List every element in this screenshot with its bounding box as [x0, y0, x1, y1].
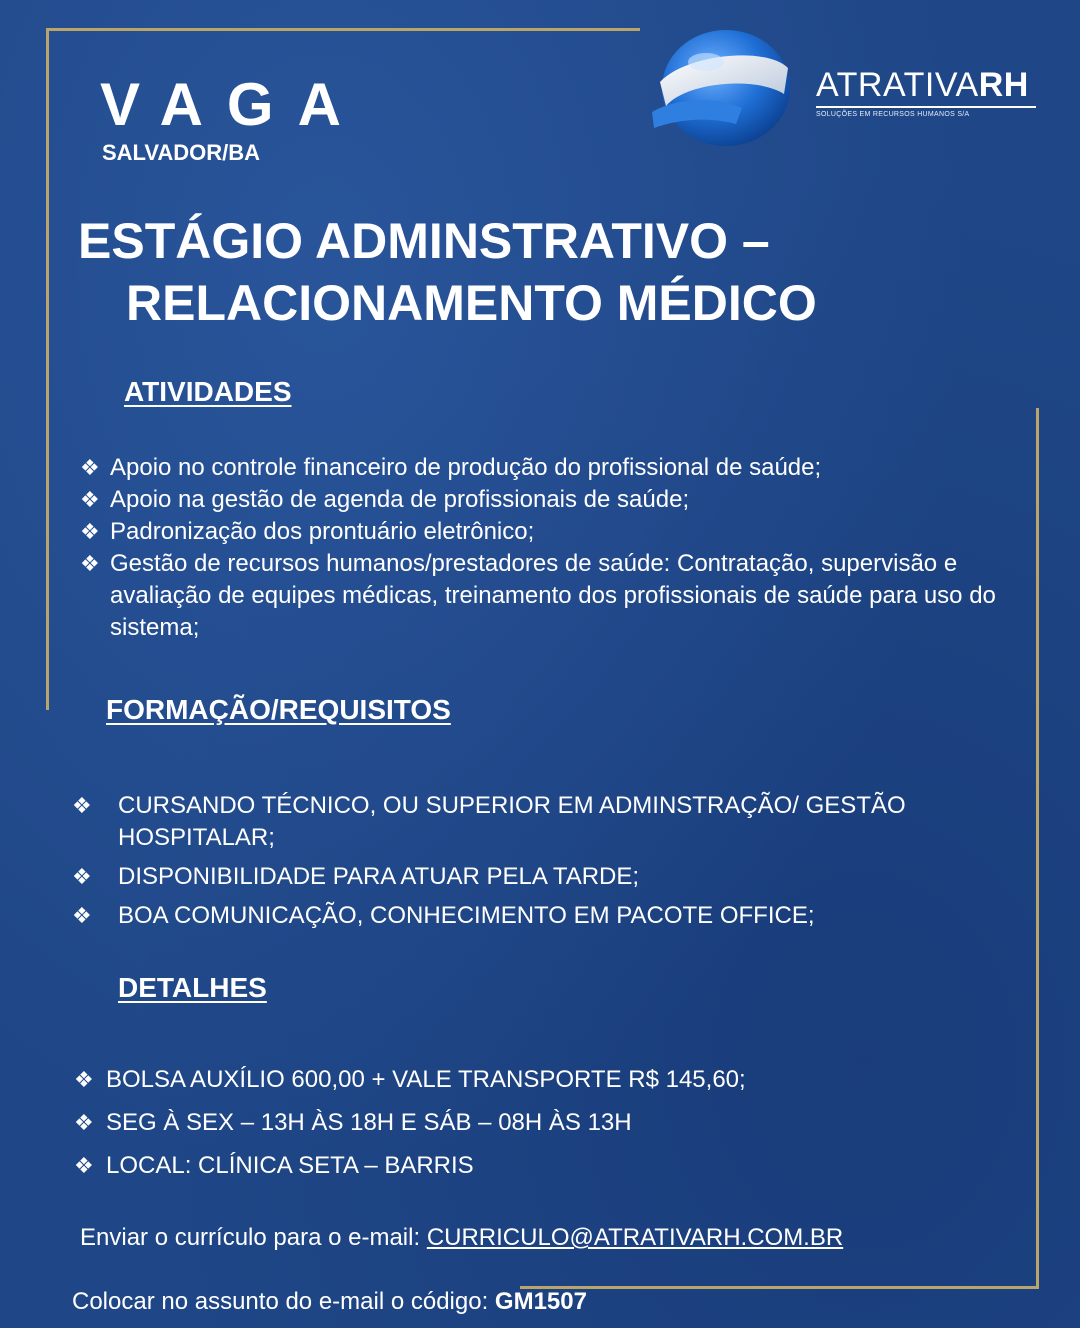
bullet-icon: ❖: [74, 1110, 94, 1135]
atividades-list: [80, 452, 1025, 644]
list-item: [80, 548, 1025, 644]
subject-instruction: [72, 1288, 587, 1316]
bullet-icon: ❖: [80, 519, 100, 544]
list-item-text: BOA COMUNICAÇÃO, CONHECIMENTO EM PACOTE OFFICE;: [118, 902, 815, 929]
brand-name: [816, 66, 1029, 105]
list-item-text: CURSANDO TÉCNICO, OU SUPERIOR EM ADMINSTRAÇÃO/ GESTÃO HOSPITALAR;: [118, 792, 906, 851]
list-item: [74, 1064, 974, 1096]
bullet-icon: ❖: [80, 455, 100, 480]
list-item-text: Apoio na gestão de agenda de profissionais de saúde;: [110, 486, 690, 513]
frame-right-line: [1036, 408, 1039, 1288]
brand-divider: [816, 106, 1036, 108]
list-item-text: BOLSA AUXÍLIO 600,00 + VALE TRANSPORTE R$ 145,60;: [106, 1066, 746, 1093]
bullet-icon: ❖: [72, 903, 92, 928]
frame-left-line: [46, 28, 49, 710]
list-item: [80, 516, 1025, 548]
list-item: [72, 900, 972, 932]
list-item: [72, 790, 972, 854]
list-item-text: DISPONIBILIDADE PARA ATUAR PELA TARDE;: [118, 863, 640, 890]
detalhes-heading: DETALHES: [118, 972, 267, 1003]
bullet-icon: ❖: [72, 793, 92, 818]
atividades-heading: ATIVIDADES: [124, 376, 292, 407]
list-item: [74, 1150, 974, 1182]
bullet-icon: ❖: [80, 551, 100, 576]
list-item: [72, 861, 972, 893]
list-item-text: SEG À SEX – 13H ÀS 18H E SÁB – 08H ÀS 13H: [106, 1109, 632, 1136]
brand-name-light: ATRATIVA: [816, 66, 979, 104]
list-item-text: Apoio no controle financeiro de produção do profissional de saúde;: [110, 454, 822, 481]
list-item-text: Padronização dos prontuário eletrônico;: [110, 518, 535, 545]
formacao-heading: FORMAÇÃO/REQUISITOS: [106, 694, 451, 725]
brand-tagline: SOLUÇÕES EM RECURSOS HUMANOS S/A: [816, 111, 970, 118]
email-prefix: Enviar o currículo para o e-mail:: [80, 1224, 421, 1251]
bullet-icon: ❖: [80, 487, 100, 512]
list-item: [80, 484, 1025, 516]
bullet-icon: ❖: [74, 1153, 94, 1178]
email-instruction: [80, 1224, 843, 1252]
vaga-heading: VAGA: [100, 71, 365, 138]
city-label: SALVADOR/BA: [102, 140, 261, 165]
list-item: [74, 1107, 974, 1139]
job-title-line-2: RELACIONAMENTO MÉDICO: [126, 275, 817, 331]
list-item: [80, 452, 1025, 484]
detalhes-list: [74, 1064, 974, 1193]
globe-logo-icon: [646, 24, 796, 150]
formacao-list: [72, 790, 972, 939]
frame-top-line: [46, 28, 640, 31]
subject-prefix: Colocar no assunto do e-mail o código:: [72, 1288, 489, 1315]
bullet-icon: ❖: [72, 864, 92, 889]
job-title-line-1: ESTÁGIO ADMINSTRATIVO –: [78, 213, 770, 269]
email-link[interactable]: CURRICULO@ATRATIVARH.COM.BR: [426, 1224, 844, 1251]
brand-name-bold: RH: [978, 66, 1029, 104]
bullet-icon: ❖: [74, 1067, 94, 1092]
list-item-text: LOCAL: CLÍNICA SETA – BARRIS: [106, 1152, 474, 1179]
list-item-text: Gestão de recursos humanos/prestadores de saúde: Contratação, supervisão e avaliação de equipes médicas, treinamento dos profissionais de saúde para uso do sistema;: [110, 550, 996, 641]
job-title: [0, 210, 940, 334]
frame-bottom-line: [520, 1286, 1039, 1289]
job-code: GM1507: [494, 1288, 587, 1315]
